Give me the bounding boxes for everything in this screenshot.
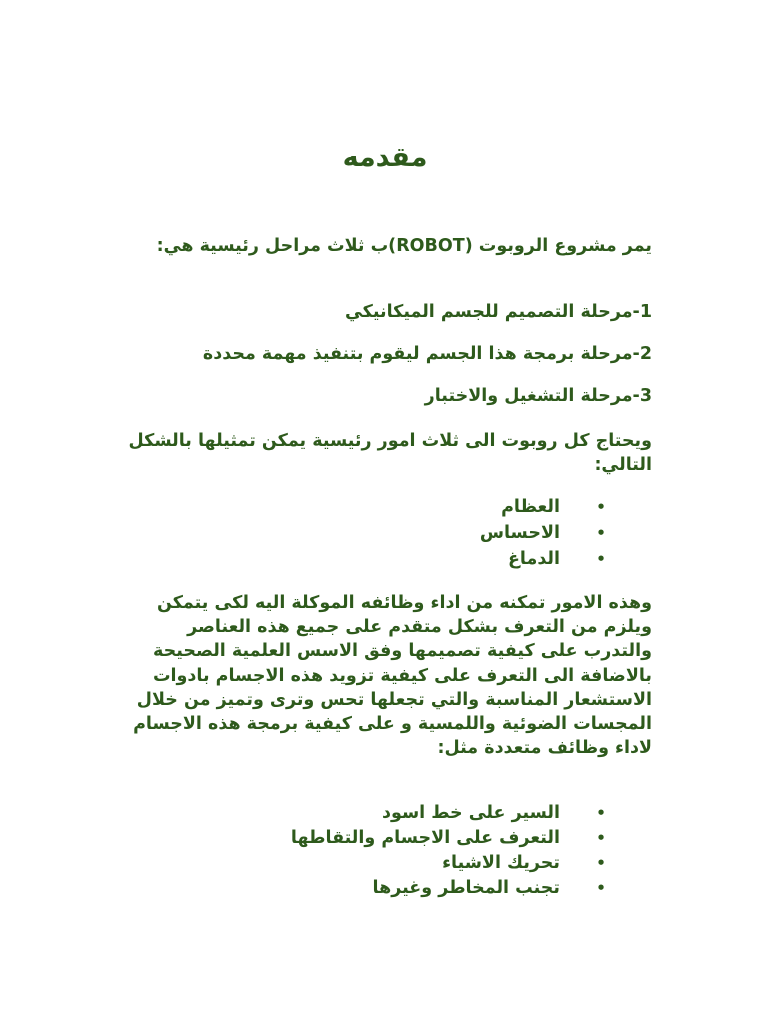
list-item [118, 494, 652, 520]
list-item [118, 546, 652, 572]
bullet-icon: • [596, 804, 606, 822]
bullet-icon: • [596, 829, 606, 847]
list-item-text: الدماغ [507, 549, 560, 569]
bullet-icon: • [596, 524, 606, 542]
document-page [118, 0, 652, 1024]
list-item-text: تجنب المخاطر وغيرها [372, 878, 560, 898]
body-paragraph: وهذه الامور تمكنه من اداء وظائفه الموكلة اليه لكى يتمكن ويلزم من التعرف بشكل متقدم على جميع هذه العناصر والتدرب على كيفية تصميمها وفق الاسس العلمية الصحيحة بالاضافة الى التعرف على كيفية تزويد هذه الاجسام بادوات الاستشعار المناسبة والتي تجعلها تحس وترى وتميز من خلال المجسات الضوئية واللمسية و على كيفية برمجة هذه الاجسام لاداء وظائف متعددة مثل: [133, 593, 652, 759]
list-item [118, 801, 652, 826]
list-item-text: الاحساس [479, 523, 560, 543]
list-item [118, 520, 652, 546]
list-item [118, 876, 652, 901]
stage-item-2: 2-مرحلة برمجة هذا الجسم ليقوم بتنفيذ مهمة محددة [202, 344, 652, 364]
list-item-text: تحريك الاشياء [442, 853, 560, 873]
stage-item-1: 1-مرحلة التصميم للجسم الميكانيكي [344, 302, 652, 322]
intro-paragraph: يمر مشروع الروبوت (ROBOT)ب ثلاث مراحل رئيسية هي: [156, 236, 652, 256]
bullet-icon: • [596, 879, 606, 897]
list-item-text: العظام [501, 497, 560, 517]
functions-list [118, 801, 652, 901]
list-item [118, 851, 652, 876]
needs-intro-paragraph: ويحتاج كل روبوت الى ثلاث امور رئيسية يمكن تمثيلها بالشكل التالي: [128, 431, 652, 475]
needs-list [118, 494, 652, 572]
bullet-icon: • [596, 498, 606, 516]
bullet-icon: • [596, 854, 606, 872]
document-title: مقدمه [342, 142, 428, 173]
bullet-icon: • [596, 550, 606, 568]
list-item-text: السير على خط اسود [382, 803, 560, 823]
list-item-text: التعرف على الاجسام والتقاطها [290, 828, 560, 848]
stage-item-3: 3-مرحلة التشغيل والاختبار [424, 386, 652, 406]
list-item [118, 826, 652, 851]
